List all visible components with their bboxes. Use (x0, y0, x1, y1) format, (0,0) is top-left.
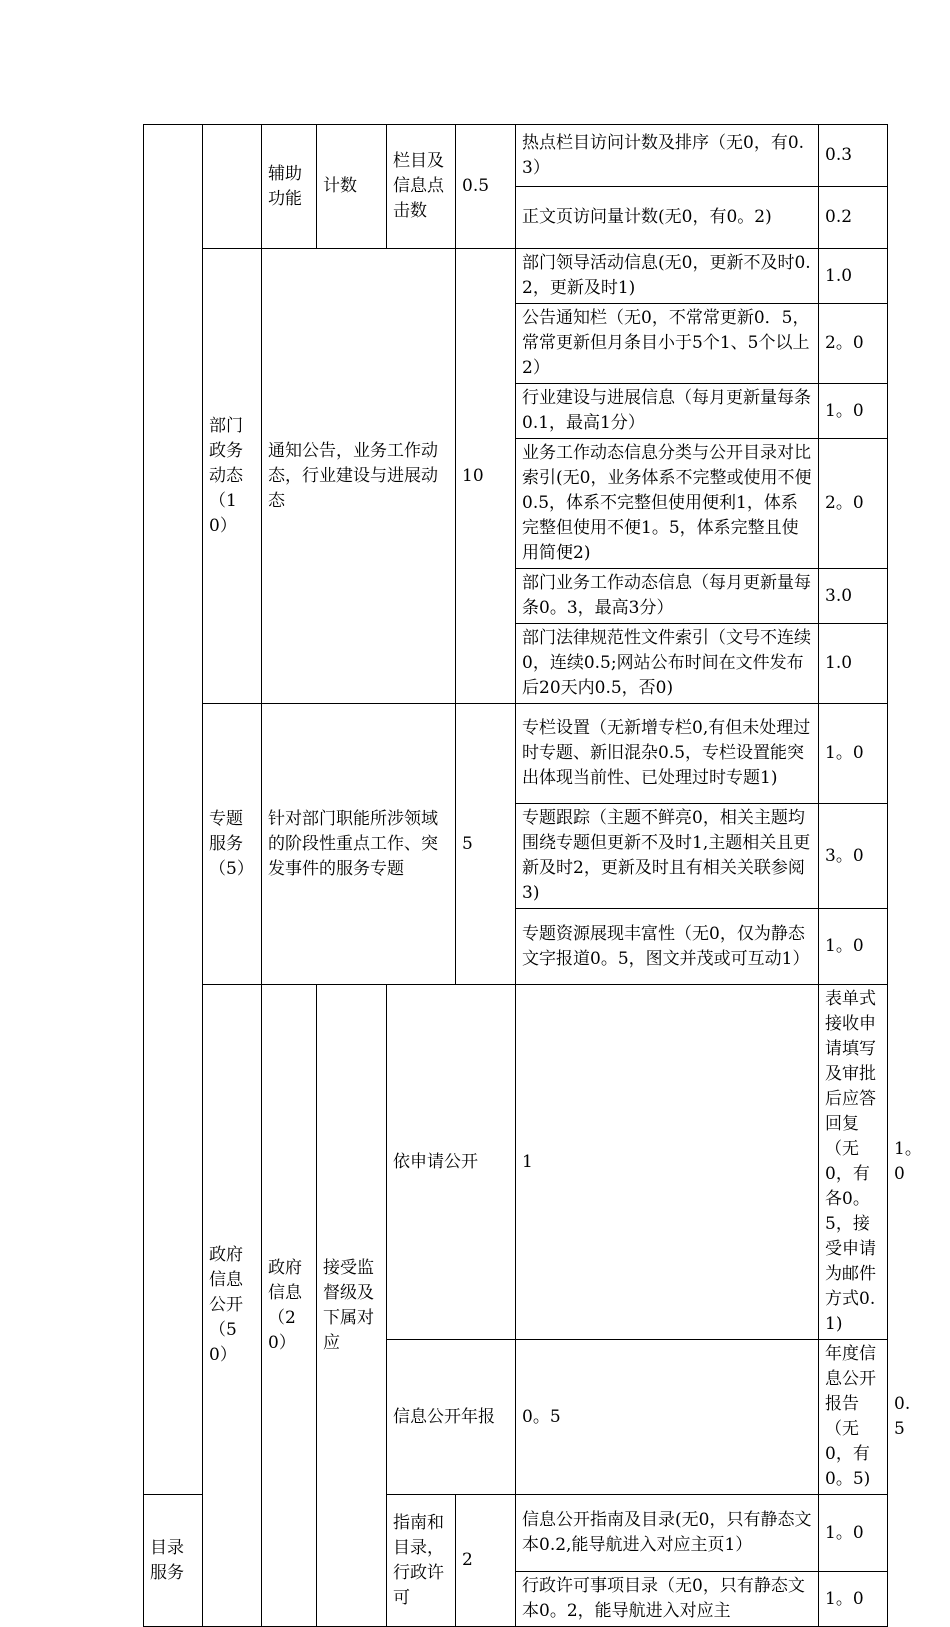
table-row (144, 125, 888, 187)
cell-subcategory-blank (203, 125, 262, 249)
cell-criterion: 公告通知栏（无0，不常常更新0．5，常常更新但月条目小于5个1、5个以上2） (516, 304, 819, 384)
cell-criterion: 部门法律规范性文件索引（文号不连续0，连续0.5;网站公布时间在文件发布后20天内0.5，否0) (516, 624, 819, 704)
cell-score: 1。0 (819, 384, 888, 439)
cell-criterion: 表单式接收申请填写及审批后应答回复（无0，有各0。5，接受申请为邮件方式0.1) (819, 985, 888, 1340)
cell-catalog-weight: 2 (456, 1495, 516, 1627)
cell-dept-dynamics: 部门政务动态（10） (203, 249, 262, 704)
table-row (144, 704, 888, 804)
cell-score: 1。0 (819, 704, 888, 804)
cell-dept-description: 通知公告，业务工作动态，行业建设与进展动态 (262, 249, 456, 704)
cell-score: 2。0 (819, 439, 888, 569)
cell-score: 1。0 (819, 909, 888, 985)
cell-category-blank (144, 125, 203, 1495)
cell-gov-info: 政府信息（20） (262, 985, 317, 1627)
cell-criterion: 正文页访问量计数(无0，有0。2) (516, 187, 819, 249)
cell-criterion: 行业建设与进展信息（每月更新量每条0.1，最高1分） (516, 384, 819, 439)
cell-criterion: 业务工作动态信息分类与公开目录对比索引(无0，业务体系不完整或使用不便0.5，体系不完整但使用便利1，体系完整但使用不便1。5，体系完整且使用简便2) (516, 439, 819, 569)
cell-catalog-label: 目录服务 (144, 1495, 203, 1627)
cell-score: 3。0 (819, 804, 888, 909)
cell-aux-weight: 0.5 (456, 125, 516, 249)
cell-topic-service: 专题服务（5） (203, 704, 262, 985)
cell-score: 0.2 (819, 187, 888, 249)
cell-dept-weight: 10 (456, 249, 516, 704)
cell-criterion: 专题跟踪（主题不鲜亮0，相关主题均围绕专题但更新不及时1,主题相关且更新及时2，更新及时且有相关关联参阅3) (516, 804, 819, 909)
cell-topic-weight: 5 (456, 704, 516, 985)
cell-request-weight: 1 (516, 985, 819, 1340)
cell-aux-count: 计数 (317, 125, 387, 249)
cell-annual-label: 信息公开年报 (387, 1340, 516, 1495)
cell-score: 1.0 (819, 624, 888, 704)
cell-score: 1。0 (819, 1572, 888, 1627)
cell-criterion: 专题资源展现丰富性（无0，仅为静态文字报道0。5，图文并茂或可互动1） (516, 909, 819, 985)
cell-score: 1。0 (819, 1495, 888, 1572)
cell-criterion: 专栏设置（无新增专栏0,有但未处理过时专题、新旧混杂0.5，专栏设置能突出体现当前性、已处理过时专题1) (516, 704, 819, 804)
cell-score: 1.0 (819, 249, 888, 304)
cell-aux-function: 辅助功能 (262, 125, 317, 249)
cell-criterion: 年度信息公开报告（无0，有0。5) (819, 1340, 888, 1495)
table-row: 信息公开年报 0。5 年度信息公开报告（无0，有0。5) 0.5 (144, 1340, 888, 1495)
cell-supervision: 接受监督级及下属对应 (317, 985, 387, 1627)
cell-aux-clicks: 栏目及信息点击数 (387, 125, 456, 249)
cell-catalog-sub: 指南和目录，行政许可 (387, 1495, 456, 1627)
cell-topic-description: 针对部门职能所涉领域的阶段性重点工作、突发事件的服务专题 (262, 704, 456, 985)
cell-score: 0.3 (819, 125, 888, 187)
cell-request-label: 依申请公开 (387, 985, 516, 1340)
cell-annual-weight: 0。5 (516, 1340, 819, 1495)
cell-criterion: 行政许可事项目录（无0，只有静态文本0。2，能导航进入对应主 (516, 1572, 819, 1627)
cell-criterion: 部门领导活动信息(无0，更新不及时0.2，更新及时1) (516, 249, 819, 304)
cell-score: 3.0 (819, 569, 888, 624)
table-row: 政府信息公开（50） 政府信息（20） 接受监督级及下属对应 依申请公开 1 表单式接收申请填写及审批后应答回复（无0，有各0。5，接受申请为邮件方式0.1) 1。0 (144, 985, 888, 1340)
table-row (144, 249, 888, 304)
cell-score: 2。0 (819, 304, 888, 384)
cell-criterion: 部门业务工作动态信息（每月更新量每条0。3，最高3分） (516, 569, 819, 624)
evaluation-table (143, 124, 922, 1627)
cell-gov-info-disclosure: 政府信息公开（50） (203, 985, 262, 1627)
cell-criterion: 信息公开指南及目录(无0，只有静态文本0.2,能导航进入对应主页1） (516, 1495, 819, 1572)
cell-criterion: 热点栏目访问计数及排序（无0，有0.3） (516, 125, 819, 187)
